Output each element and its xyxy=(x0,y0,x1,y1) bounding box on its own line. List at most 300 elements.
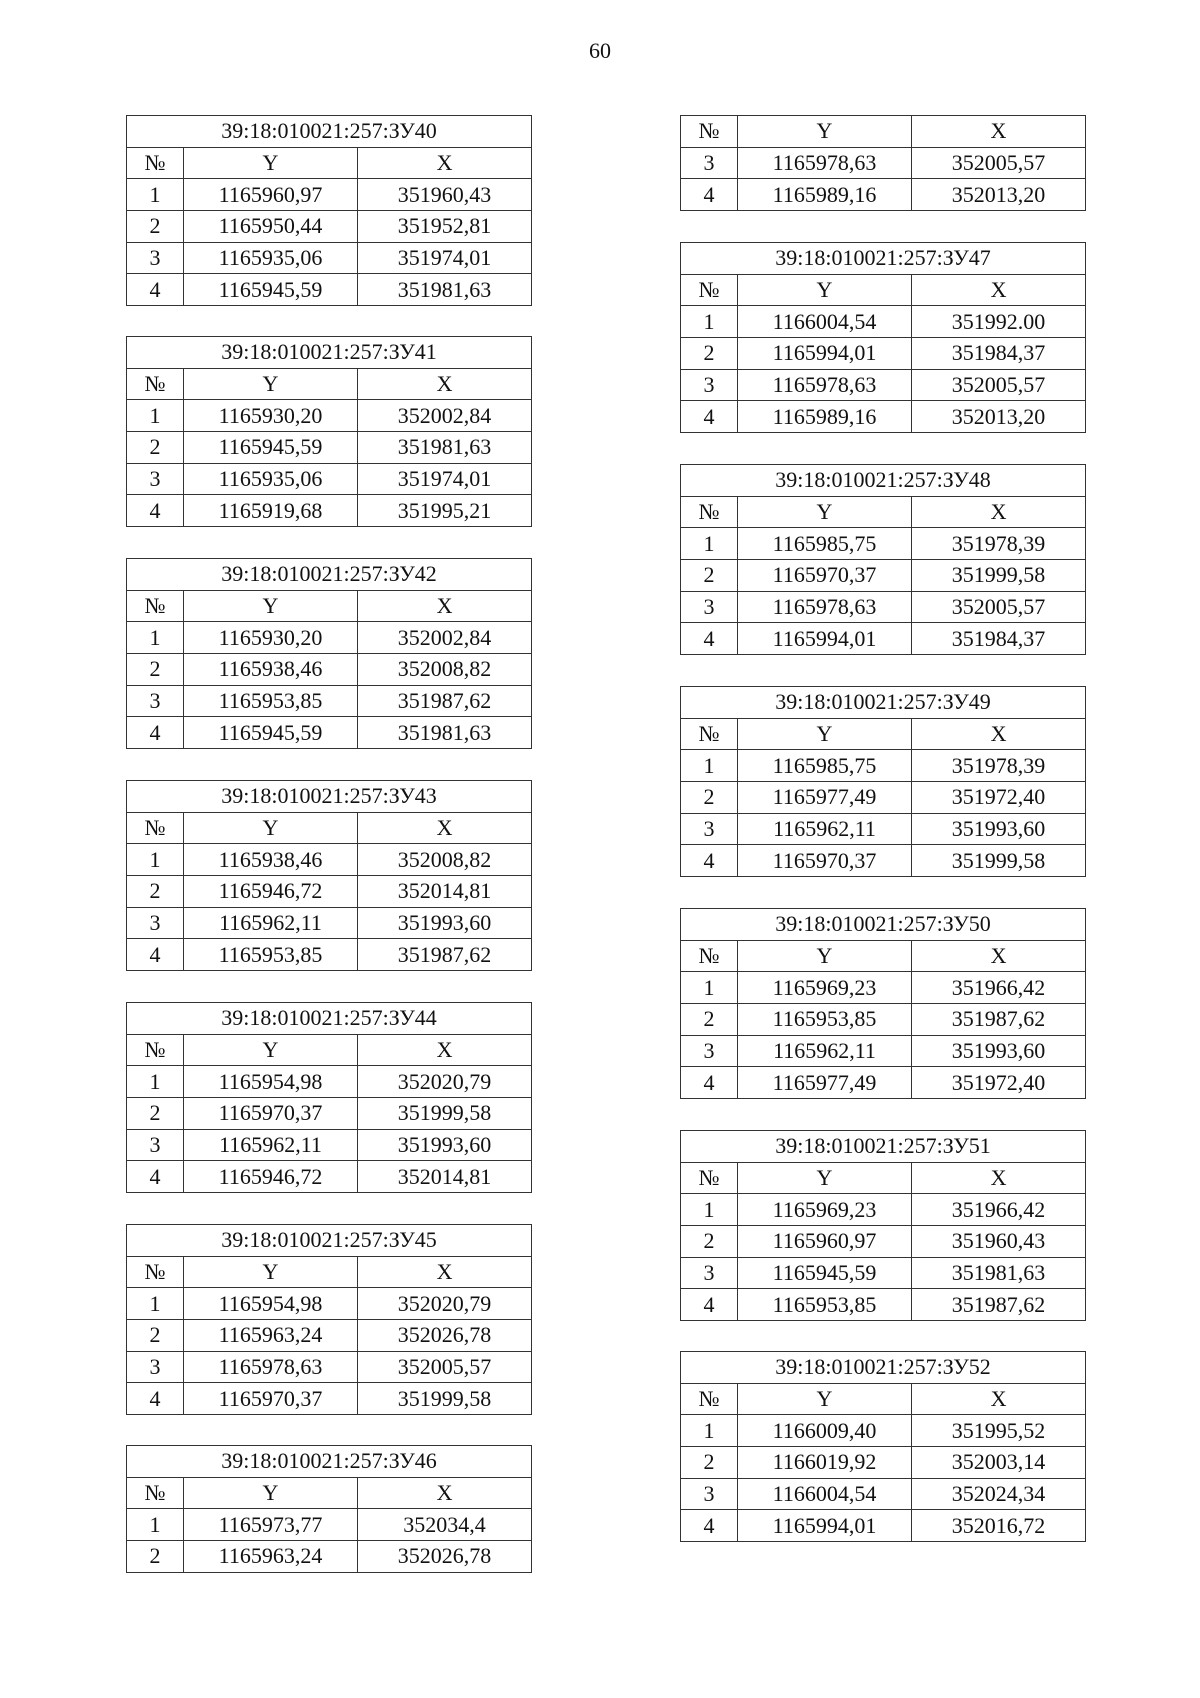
y-coordinate: 1165977,49 xyxy=(738,1067,912,1099)
x-coordinate: 351972,40 xyxy=(912,1067,1086,1099)
point-number: 1 xyxy=(681,750,738,782)
table-row xyxy=(127,1288,532,1320)
y-coordinate: 1165945,59 xyxy=(184,717,358,749)
table-title-row xyxy=(681,909,1086,941)
point-number: 1 xyxy=(127,622,184,654)
table-row xyxy=(681,782,1086,814)
x-coordinate: 351987,62 xyxy=(358,685,532,717)
x-coordinate: 351999,58 xyxy=(358,1383,532,1415)
header-x: X xyxy=(912,940,1086,972)
point-number: 2 xyxy=(127,1098,184,1130)
header-x: X xyxy=(912,718,1086,750)
y-coordinate: 1165946,72 xyxy=(184,1161,358,1193)
x-coordinate: 352002,84 xyxy=(358,400,532,432)
point-number: 4 xyxy=(127,1161,184,1193)
x-coordinate: 352005,57 xyxy=(912,369,1086,401)
x-coordinate: 352020,79 xyxy=(358,1288,532,1320)
table-row xyxy=(127,907,532,939)
x-coordinate: 352002,84 xyxy=(358,622,532,654)
header-x: X xyxy=(358,1256,532,1288)
table-header-row xyxy=(127,1034,532,1066)
x-coordinate: 351981,63 xyxy=(912,1257,1086,1289)
x-coordinate: 352014,81 xyxy=(358,1161,532,1193)
header-x: X xyxy=(358,147,532,179)
header-y: Y xyxy=(738,274,912,306)
table-header-row xyxy=(681,1162,1086,1194)
x-coordinate: 351952,81 xyxy=(358,211,532,243)
x-coordinate: 352034,4 xyxy=(358,1509,532,1541)
point-number: 3 xyxy=(681,813,738,845)
table-row xyxy=(681,369,1086,401)
point-number: 3 xyxy=(127,685,184,717)
point-number: 4 xyxy=(127,717,184,749)
table-row xyxy=(681,1447,1086,1479)
coordinate-table xyxy=(126,1002,532,1193)
x-coordinate: 352003,14 xyxy=(912,1447,1086,1479)
x-coordinate: 351987,62 xyxy=(912,1289,1086,1321)
table-row xyxy=(681,1257,1086,1289)
table-row xyxy=(681,401,1086,433)
point-number: 3 xyxy=(127,1129,184,1161)
point-number: 1 xyxy=(681,972,738,1004)
header-x: X xyxy=(912,496,1086,528)
point-number: 3 xyxy=(681,1035,738,1067)
x-coordinate: 351995,21 xyxy=(358,495,532,527)
table-title-row xyxy=(681,1352,1086,1384)
header-num: № xyxy=(681,274,738,306)
point-number: 3 xyxy=(681,369,738,401)
table-row xyxy=(127,876,532,908)
point-number: 2 xyxy=(127,1320,184,1352)
y-coordinate: 1165960,97 xyxy=(184,179,358,211)
point-number: 3 xyxy=(681,1257,738,1289)
table-row xyxy=(681,147,1086,179)
x-coordinate: 352005,57 xyxy=(358,1351,532,1383)
parcel-id-title: 39:18:010021:257:ЗУ51 xyxy=(681,1131,1086,1163)
point-number: 1 xyxy=(127,1066,184,1098)
point-number: 3 xyxy=(681,591,738,623)
table-row xyxy=(127,274,532,306)
table-header-row xyxy=(127,1256,532,1288)
header-num: № xyxy=(127,1256,184,1288)
y-coordinate: 1165970,37 xyxy=(738,560,912,592)
header-num: № xyxy=(127,812,184,844)
table-row xyxy=(681,1226,1086,1258)
parcel-id-title: 39:18:010021:257:ЗУ40 xyxy=(127,116,532,148)
table-header-row xyxy=(127,1477,532,1509)
x-coordinate: 351978,39 xyxy=(912,528,1086,560)
table-row xyxy=(127,939,532,971)
parcel-id-title: 39:18:010021:257:ЗУ45 xyxy=(127,1225,532,1257)
header-x: X xyxy=(912,274,1086,306)
point-number: 4 xyxy=(127,495,184,527)
table-header-row xyxy=(681,274,1086,306)
point-number: 4 xyxy=(681,1289,738,1321)
table-row xyxy=(681,528,1086,560)
y-coordinate: 1165935,06 xyxy=(184,242,358,274)
parcel-id-title: 39:18:010021:257:ЗУ50 xyxy=(681,909,1086,941)
header-x: X xyxy=(358,1477,532,1509)
y-coordinate: 1165985,75 xyxy=(738,750,912,782)
point-number: 1 xyxy=(127,1509,184,1541)
point-number: 2 xyxy=(681,560,738,592)
table-row xyxy=(127,1066,532,1098)
table-row xyxy=(127,1129,532,1161)
x-coordinate: 351978,39 xyxy=(912,750,1086,782)
point-number: 4 xyxy=(681,845,738,877)
y-coordinate: 1165938,46 xyxy=(184,844,358,876)
header-x: X xyxy=(358,1034,532,1066)
x-coordinate: 351966,42 xyxy=(912,972,1086,1004)
page-number: 60 xyxy=(589,38,611,63)
y-coordinate: 1165970,37 xyxy=(184,1098,358,1130)
parcel-id-title: 39:18:010021:257:ЗУ47 xyxy=(681,243,1086,275)
point-number: 2 xyxy=(127,432,184,464)
x-coordinate: 351974,01 xyxy=(358,242,532,274)
table-row xyxy=(681,623,1086,655)
table-header-row xyxy=(127,590,532,622)
parcel-id-title: 39:18:010021:257:ЗУ46 xyxy=(127,1446,532,1478)
table-row xyxy=(681,1415,1086,1447)
parcel-id-title: 39:18:010021:257:ЗУ42 xyxy=(127,559,532,591)
table-row xyxy=(127,495,532,527)
point-number: 1 xyxy=(127,400,184,432)
x-coordinate: 352005,57 xyxy=(912,591,1086,623)
point-number: 3 xyxy=(127,907,184,939)
y-coordinate: 1165978,63 xyxy=(184,1351,358,1383)
y-coordinate: 1165919,68 xyxy=(184,495,358,527)
table-title-row xyxy=(127,781,532,813)
point-number: 1 xyxy=(127,844,184,876)
coordinate-table xyxy=(680,464,1086,655)
header-y: Y xyxy=(184,368,358,400)
x-coordinate: 352026,78 xyxy=(358,1320,532,1352)
table-title-row xyxy=(127,1446,532,1478)
table-row xyxy=(127,1320,532,1352)
table-header-row xyxy=(681,116,1086,148)
table-row xyxy=(127,432,532,464)
coordinate-table xyxy=(126,558,532,749)
y-coordinate: 1165945,59 xyxy=(184,432,358,464)
point-number: 2 xyxy=(127,876,184,908)
header-y: Y xyxy=(738,116,912,148)
x-coordinate: 351981,63 xyxy=(358,274,532,306)
header-y: Y xyxy=(738,940,912,972)
table-row xyxy=(681,1289,1086,1321)
table-row xyxy=(127,1541,532,1573)
x-coordinate: 351999,58 xyxy=(358,1098,532,1130)
point-number: 2 xyxy=(127,654,184,686)
x-coordinate: 351993,60 xyxy=(358,1129,532,1161)
point-number: 4 xyxy=(127,1383,184,1415)
point-number: 1 xyxy=(681,528,738,560)
header-y: Y xyxy=(184,147,358,179)
header-x: X xyxy=(912,1162,1086,1194)
y-coordinate: 1165954,98 xyxy=(184,1066,358,1098)
coordinate-table xyxy=(680,1130,1086,1321)
coordinate-table xyxy=(126,115,532,306)
table-row xyxy=(127,179,532,211)
header-x: X xyxy=(912,1383,1086,1415)
header-x: X xyxy=(358,368,532,400)
x-coordinate: 352013,20 xyxy=(912,179,1086,211)
point-number: 4 xyxy=(681,179,738,211)
y-coordinate: 1165930,20 xyxy=(184,400,358,432)
header-num: № xyxy=(127,590,184,622)
table-header-row xyxy=(127,147,532,179)
header-num: № xyxy=(681,1162,738,1194)
x-coordinate: 352005,57 xyxy=(912,147,1086,179)
point-number: 4 xyxy=(681,623,738,655)
x-coordinate: 351960,43 xyxy=(358,179,532,211)
table-header-row xyxy=(681,1383,1086,1415)
header-num: № xyxy=(681,116,738,148)
coordinate-table xyxy=(680,1351,1086,1542)
table-header-row xyxy=(127,368,532,400)
y-coordinate: 1165963,24 xyxy=(184,1320,358,1352)
point-number: 2 xyxy=(681,1004,738,1036)
header-y: Y xyxy=(738,718,912,750)
table-row xyxy=(681,306,1086,338)
table-row xyxy=(681,750,1086,782)
header-y: Y xyxy=(738,1383,912,1415)
table-header-row xyxy=(681,718,1086,750)
x-coordinate: 351993,60 xyxy=(912,813,1086,845)
table-title-row xyxy=(681,465,1086,497)
x-coordinate: 352013,20 xyxy=(912,401,1086,433)
y-coordinate: 1165977,49 xyxy=(738,782,912,814)
table-title-row xyxy=(681,687,1086,719)
x-coordinate: 351972,40 xyxy=(912,782,1086,814)
table-title-row xyxy=(127,337,532,369)
table-header-row xyxy=(127,812,532,844)
table-title-row xyxy=(127,116,532,148)
table-row xyxy=(127,685,532,717)
coordinate-table xyxy=(126,780,532,971)
y-coordinate: 1165973,77 xyxy=(184,1509,358,1541)
coordinate-table xyxy=(126,1445,532,1573)
x-coordinate: 351987,62 xyxy=(358,939,532,971)
x-coordinate: 352008,82 xyxy=(358,844,532,876)
y-coordinate: 1165954,98 xyxy=(184,1288,358,1320)
x-coordinate: 351992.00 xyxy=(912,306,1086,338)
header-y: Y xyxy=(184,812,358,844)
y-coordinate: 1165969,23 xyxy=(738,1194,912,1226)
point-number: 4 xyxy=(127,274,184,306)
header-y: Y xyxy=(738,1162,912,1194)
y-coordinate: 1165962,11 xyxy=(738,813,912,845)
x-coordinate: 351960,43 xyxy=(912,1226,1086,1258)
point-number: 4 xyxy=(681,1067,738,1099)
table-row xyxy=(127,242,532,274)
x-coordinate: 352026,78 xyxy=(358,1541,532,1573)
x-coordinate: 351999,58 xyxy=(912,845,1086,877)
table-row xyxy=(127,400,532,432)
table-row xyxy=(127,211,532,243)
table-title-row xyxy=(127,1003,532,1035)
y-coordinate: 1165946,72 xyxy=(184,876,358,908)
table-title-row xyxy=(681,1131,1086,1163)
point-number: 2 xyxy=(681,338,738,370)
x-coordinate: 351966,42 xyxy=(912,1194,1086,1226)
table-header-row xyxy=(681,940,1086,972)
header-num: № xyxy=(127,147,184,179)
header-num: № xyxy=(127,368,184,400)
table-row xyxy=(681,179,1086,211)
y-coordinate: 1166019,92 xyxy=(738,1447,912,1479)
y-coordinate: 1165960,97 xyxy=(738,1226,912,1258)
y-coordinate: 1165989,16 xyxy=(738,179,912,211)
point-number: 2 xyxy=(681,1447,738,1479)
coordinate-table xyxy=(680,115,1086,211)
table-row xyxy=(681,813,1086,845)
y-coordinate: 1165935,06 xyxy=(184,463,358,495)
point-number: 1 xyxy=(681,306,738,338)
y-coordinate: 1166004,54 xyxy=(738,306,912,338)
x-coordinate: 351993,60 xyxy=(912,1035,1086,1067)
table-title-row xyxy=(127,1225,532,1257)
coordinate-table xyxy=(126,336,532,527)
x-coordinate: 352024,34 xyxy=(912,1478,1086,1510)
y-coordinate: 1165994,01 xyxy=(738,338,912,370)
parcel-id-title: 39:18:010021:257:ЗУ44 xyxy=(127,1003,532,1035)
table-header-row xyxy=(681,496,1086,528)
parcel-id-title: 39:18:010021:257:ЗУ43 xyxy=(127,781,532,813)
table-row xyxy=(681,560,1086,592)
point-number: 3 xyxy=(127,242,184,274)
table-row xyxy=(127,1383,532,1415)
header-y: Y xyxy=(184,1477,358,1509)
x-coordinate: 351984,37 xyxy=(912,338,1086,370)
y-coordinate: 1165978,63 xyxy=(738,591,912,623)
header-num: № xyxy=(681,496,738,528)
x-coordinate: 351999,58 xyxy=(912,560,1086,592)
table-row xyxy=(681,1510,1086,1542)
header-y: Y xyxy=(184,1256,358,1288)
y-coordinate: 1165970,37 xyxy=(738,845,912,877)
x-coordinate: 351984,37 xyxy=(912,623,1086,655)
table-row xyxy=(127,654,532,686)
y-coordinate: 1165962,11 xyxy=(184,907,358,939)
header-x: X xyxy=(358,590,532,622)
point-number: 1 xyxy=(127,1288,184,1320)
table-row xyxy=(681,1194,1086,1226)
coordinate-table xyxy=(680,908,1086,1099)
header-y: Y xyxy=(184,590,358,622)
table-row xyxy=(681,845,1086,877)
point-number: 2 xyxy=(681,1226,738,1258)
y-coordinate: 1165953,85 xyxy=(738,1004,912,1036)
point-number: 1 xyxy=(681,1415,738,1447)
y-coordinate: 1165930,20 xyxy=(184,622,358,654)
coordinate-table xyxy=(680,686,1086,877)
table-row xyxy=(681,972,1086,1004)
y-coordinate: 1165950,44 xyxy=(184,211,358,243)
y-coordinate: 1165962,11 xyxy=(184,1129,358,1161)
y-coordinate: 1165978,63 xyxy=(738,369,912,401)
table-title-row xyxy=(681,243,1086,275)
header-y: Y xyxy=(738,496,912,528)
point-number: 3 xyxy=(681,147,738,179)
y-coordinate: 1165969,23 xyxy=(738,972,912,1004)
x-coordinate: 351974,01 xyxy=(358,463,532,495)
header-num: № xyxy=(127,1477,184,1509)
table-row xyxy=(681,591,1086,623)
table-row xyxy=(681,1004,1086,1036)
y-coordinate: 1165945,59 xyxy=(184,274,358,306)
y-coordinate: 1165953,85 xyxy=(184,939,358,971)
coordinate-table xyxy=(680,242,1086,433)
header-num: № xyxy=(681,718,738,750)
table-row xyxy=(127,1098,532,1130)
y-coordinate: 1165953,85 xyxy=(184,685,358,717)
x-coordinate: 351981,63 xyxy=(358,717,532,749)
header-num: № xyxy=(681,1383,738,1415)
table-row xyxy=(681,338,1086,370)
header-num: № xyxy=(127,1034,184,1066)
point-number: 2 xyxy=(127,1541,184,1573)
y-coordinate: 1165994,01 xyxy=(738,1510,912,1542)
y-coordinate: 1165945,59 xyxy=(738,1257,912,1289)
table-title-row xyxy=(127,559,532,591)
y-coordinate: 1166009,40 xyxy=(738,1415,912,1447)
parcel-id-title: 39:18:010021:257:ЗУ41 xyxy=(127,337,532,369)
table-row xyxy=(681,1067,1086,1099)
x-coordinate: 352014,81 xyxy=(358,876,532,908)
point-number: 4 xyxy=(127,939,184,971)
table-row xyxy=(127,1351,532,1383)
point-number: 4 xyxy=(681,401,738,433)
point-number: 2 xyxy=(681,782,738,814)
x-coordinate: 351993,60 xyxy=(358,907,532,939)
header-num: № xyxy=(681,940,738,972)
x-coordinate: 351981,63 xyxy=(358,432,532,464)
x-coordinate: 352020,79 xyxy=(358,1066,532,1098)
point-number: 4 xyxy=(681,1510,738,1542)
y-coordinate: 1165963,24 xyxy=(184,1541,358,1573)
point-number: 1 xyxy=(681,1194,738,1226)
table-row xyxy=(127,1161,532,1193)
parcel-id-title: 39:18:010021:257:ЗУ49 xyxy=(681,687,1086,719)
header-x: X xyxy=(358,812,532,844)
y-coordinate: 1166004,54 xyxy=(738,1478,912,1510)
table-row xyxy=(681,1478,1086,1510)
table-row xyxy=(681,1035,1086,1067)
y-coordinate: 1165938,46 xyxy=(184,654,358,686)
point-number: 3 xyxy=(681,1478,738,1510)
table-row xyxy=(127,622,532,654)
y-coordinate: 1165989,16 xyxy=(738,401,912,433)
x-coordinate: 352008,82 xyxy=(358,654,532,686)
table-row xyxy=(127,463,532,495)
header-x: X xyxy=(912,116,1086,148)
point-number: 3 xyxy=(127,1351,184,1383)
y-coordinate: 1165985,75 xyxy=(738,528,912,560)
table-row xyxy=(127,844,532,876)
coordinate-table xyxy=(126,1224,532,1415)
y-coordinate: 1165978,63 xyxy=(738,147,912,179)
x-coordinate: 351987,62 xyxy=(912,1004,1086,1036)
point-number: 2 xyxy=(127,211,184,243)
y-coordinate: 1165970,37 xyxy=(184,1383,358,1415)
y-coordinate: 1165962,11 xyxy=(738,1035,912,1067)
table-row xyxy=(127,1509,532,1541)
point-number: 1 xyxy=(127,179,184,211)
parcel-id-title: 39:18:010021:257:ЗУ52 xyxy=(681,1352,1086,1384)
header-y: Y xyxy=(184,1034,358,1066)
table-row xyxy=(127,717,532,749)
point-number: 3 xyxy=(127,463,184,495)
